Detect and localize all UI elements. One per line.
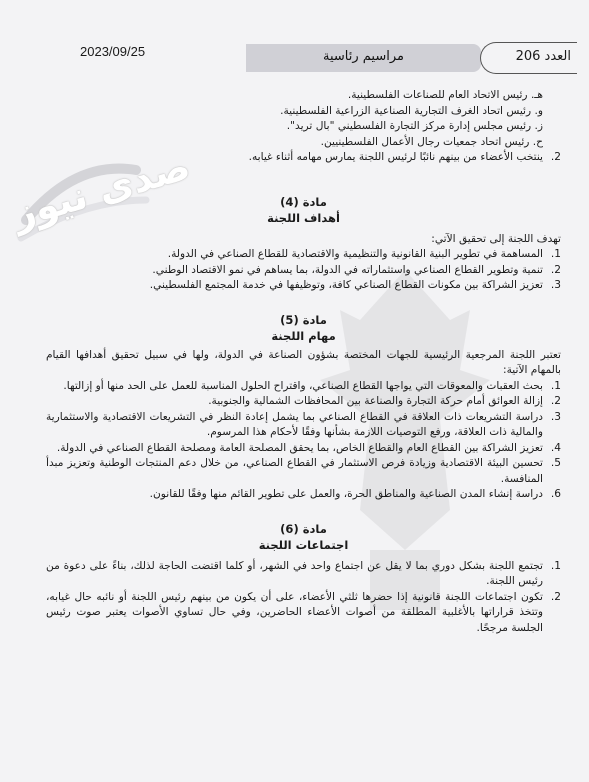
issue-number-tab xyxy=(480,42,577,74)
list-item: 3. تعزيز الشراكة بين مكونات القطاع الصناعي كافة، وتوظيفها في خدمة المجتمع الفلسطيني. xyxy=(149,279,561,291)
page-header xyxy=(70,38,577,72)
article-6-heading: مادة (6) xyxy=(280,521,327,536)
list-item: و. رئيس اتحاد الغرف التجارية الصناعية الزراعية الفلسطينية. xyxy=(280,104,543,117)
list-item: ز. رئيس مجلس إدارة مركز التجارة الفلسطيني "بال تريد". xyxy=(286,120,543,132)
logo-text: صدى نيوز xyxy=(7,143,195,237)
list-item: 2. إزالة العوائق أمام حركة التجارة والصناعة بين المحافظات الشمالية والجنوبية. xyxy=(208,395,561,407)
issue-number: العدد 206 xyxy=(515,49,571,64)
list-item: 2. ينتخب الأعضاء من بينهم نائبًا لرئيس اللجنة يمارس مهامه أثناء غيابه. xyxy=(248,151,561,163)
list-item: 1. المساهمة في تطوير البنية القانونية والتنظيمية والاقتصادية للقطاع الصناعي في الدولة. xyxy=(167,248,561,260)
issue-date: 2023/09/25 xyxy=(80,44,146,59)
list-item: 5. تحسين البيئة الاقتصادية وزيادة فرص الاستثمار في القطاع الصناعي، من خلال دعم المنتجات الوطنية وتعزيز مبدأ المنافسة. xyxy=(46,457,561,485)
article-5-lead: تعتبر اللجنة المرجعية الرئيسية للجهات المختصة بشؤون الصناعة في الدولة، ولها في سبيل تحقيق أهدافها القيام بالمهام الآتية: xyxy=(46,348,561,376)
decree-body xyxy=(46,88,561,636)
list-item: 2. تكون اجتماعات اللجنة قانونية إذا حضرها ثلثي الأعضاء، على أن يكون من بينهم رئيس اللجنة أو نائبه حال غيابه، وتتخذ قراراتها بالأغلبية المطلقة من أصوات الأعضاء الحاضرين، وفي حال تساوي الأصوات يعتبر صوت رئيس الجلسة مرجحًا. xyxy=(46,590,561,634)
article-5-title: مهام اللجنة xyxy=(271,328,336,343)
list-item: 4. تعزيز الشراكة بين القطاع العام والقطاع الخاص، بما يحقق المصلحة العامة ومصلحة القطاع الصناعي في الدولة. xyxy=(56,441,561,454)
list-item: ح. رئيس اتحاد جمعيات رجال الأعمال الفلسطينيين. xyxy=(320,135,543,148)
list-item: 1. تجتمع اللجنة بشكل دوري بما لا يقل عن اجتماع واحد في الشهر، أو كلما اقتضت الحاجة لذلك، بناءً على دعوة من رئيس اللجنة. xyxy=(46,559,561,587)
list-item: 1. بحث العقبات والمعوقات التي يواجها القطاع الصناعي، واقتراح الحلول المناسبة للعمل على الحد منها أو إزالتها. xyxy=(63,379,561,392)
list-item: 6. دراسة إنشاء المدن الصناعية والمناطق الحرة، والعمل على تطوير القائم منها وفقًا للقانون. xyxy=(149,488,561,500)
list-item: 2. تنمية وتطوير القطاع الصناعي واستثماراته في الدولة، بما يساهم في نمو الاقتصاد الوطني. xyxy=(152,263,561,276)
article-4-lead: تهدف اللجنة إلى تحقيق الآتي: xyxy=(431,232,561,245)
list-item: 3. دراسة التشريعات ذات العلاقة في القطاع الصناعي بما يشمل إعادة النظر في التشريعات الاقتصادية والاستثمارية والمالية ذات العلاقة، ورفع التوصيات اللازمة بشأنها وفقًا لأحكام هذا المرسوم. xyxy=(46,410,561,438)
article-4-heading: مادة (4) xyxy=(280,194,327,209)
list-item: هـ. رئيس الاتحاد العام للصناعات الفلسطينية. xyxy=(347,89,543,101)
article-6-title: اجتماعات اللجنة xyxy=(258,537,349,552)
article-4-title: أهداف اللجنة xyxy=(267,210,340,225)
article-5-heading: مادة (5) xyxy=(280,312,327,327)
header-title: مراسيم رئاسية xyxy=(323,49,404,64)
